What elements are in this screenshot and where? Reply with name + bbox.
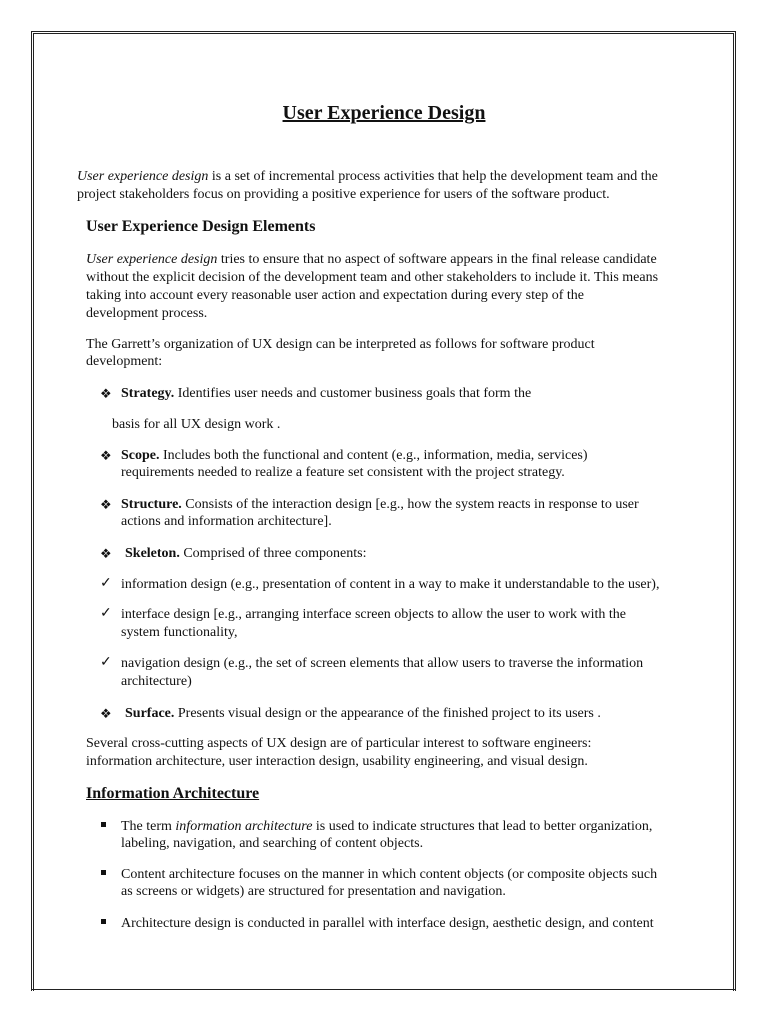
scope-line-1 [121,447,588,464]
intro-line-2: project stakeholders focus on providing a positive experience for users of the software product. [77,187,610,202]
ia-item1-pre: The term [121,819,176,834]
structure-line-2: actions and information architecture]. [121,514,332,529]
page-border-bottom [31,989,736,990]
elements-para1-line1 [86,251,657,268]
ia-item2-line-1: Content architecture focuses on the manner in which content objects (or composite objects such [121,867,658,882]
intro-emphasis: User experience design [77,169,209,184]
surface-line-1 [125,705,601,722]
scope-line-2: requirements needed to realize a feature set consistent with the project strategy. [121,465,565,480]
ia-item2-line-2: as screens or widgets) are structured for presentation and navigation. [121,884,506,899]
structure-text: Consists of the interaction design [e.g., how the system reacts in response to user [181,497,639,512]
elements-para1-line3: taking into account every reasonable user action and expectation during every step of the [86,288,584,303]
surface-label: Surface. [125,706,175,721]
strategy-text: Identifies user needs and customer business goals that form the [174,386,532,401]
scope-label: Scope. [121,448,160,463]
elements-para3-line2: information architecture, user interaction design, usability engineering, and visual design. [86,754,588,769]
ia-item3-line-1: Architecture design is conducted in parallel with interface design, aesthetic design, and content [121,916,654,931]
check3-line-2: architecture) [121,674,192,689]
ia-item1-emphasis: information architecture [175,819,313,834]
diamond-bullet-icon: ❖ [100,497,112,512]
checkmark-bullet-icon: ✓ [100,576,112,591]
skeleton-line-1 [125,545,366,562]
checkmark-bullet-icon: ✓ [100,606,112,621]
ia-heading: Information Architecture [86,785,260,802]
ia-item1-rest: is used to indicate structures that lead to better organization, [312,819,653,834]
document-title: User Experience Design [282,102,486,124]
elements-para1-line2: without the explicit decision of the development team and other stakeholders to include it. This means [86,270,659,285]
structure-label: Structure. [121,497,182,512]
square-bullet-icon [101,870,106,875]
elements-para1-line1-text: tries to ensure that no aspect of software appears in the final release candidate [217,252,657,267]
elements-para1-line4: development process. [86,306,208,321]
diamond-bullet-icon: ❖ [100,386,112,401]
elements-heading: User Experience Design Elements [86,218,316,235]
check2-line-2: system functionality, [121,625,238,640]
surface-text: Presents visual design or the appearance of the finished project to its users . [174,706,601,721]
skeleton-text: Comprised of three components: [179,546,367,561]
elements-para1-emphasis: User experience design [86,252,218,267]
diamond-bullet-icon: ❖ [100,546,112,561]
scope-text: Includes both the functional and content (e.g., information, media, services) [159,448,588,463]
strategy-line-1 [121,385,531,402]
check1-line-1: information design (e.g., presentation of content in a way to make it understandable to the user), [121,577,660,592]
checkmark-bullet-icon: ✓ [100,655,112,670]
ia-item1-line-1 [121,818,652,835]
structure-line-1 [121,496,639,513]
intro-line-1 [77,168,658,185]
elements-para2-line2: development: [86,354,163,369]
intro-line-1-text: is a set of incremental process activities that help the development team and the [208,169,658,184]
square-bullet-icon [101,919,106,924]
check2-line-1: interface design [e.g., arranging interface screen objects to allow the user to work with the [121,607,626,622]
ia-item1-line-2: labeling, navigation, and searching of content objects. [121,836,424,851]
square-bullet-icon [101,822,106,827]
diamond-bullet-icon: ❖ [100,448,112,463]
diamond-bullet-icon: ❖ [100,706,112,721]
strategy-line-2: basis for all UX design work . [112,417,281,432]
elements-para2-line1: The Garrett’s organization of UX design can be interpreted as follows for software product [86,337,595,352]
strategy-label: Strategy. [121,386,175,401]
check3-line-1: navigation design (e.g., the set of screen elements that allow users to traverse the information [121,656,644,671]
skeleton-label: Skeleton. [125,546,180,561]
elements-para3-line1: Several cross-cutting aspects of UX design are of particular interest to software engineers: [86,736,592,751]
